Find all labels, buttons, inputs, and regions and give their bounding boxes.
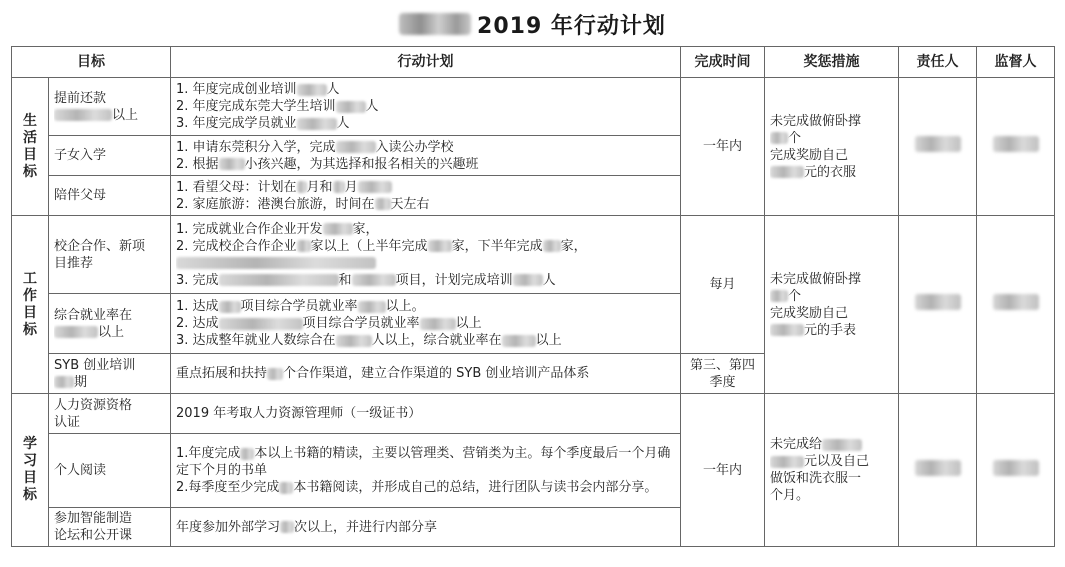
goal-cell: 提前还款 以上: [49, 78, 171, 136]
owner-cell: [899, 394, 977, 547]
header-time: 完成时间: [681, 47, 765, 78]
supervisor-cell: [977, 216, 1055, 394]
reward-cell: 未完成给 元以及自己 做饭和洗衣服一 个月。: [765, 394, 899, 547]
header-reward: 奖惩措施: [765, 47, 899, 78]
goal-cell: 人力资源资格 认证: [49, 394, 171, 434]
supervisor-cell: [977, 394, 1055, 547]
header-owner: 责任人: [899, 47, 977, 78]
owner-cell: [899, 78, 977, 216]
category-work: 工 作 目 标: [12, 216, 49, 394]
plan-cell: 1.年度完成 本以上书籍的精读，主要以管理类、营销类为主。每个季度最后一个月确定下个月的书单 2.每季度至少完成 本书籍阅读，并形成自己的总结，进行团队与读书会内部分享。: [171, 434, 681, 508]
reward-cell: 未完成做俯卧撑 个 完成奖励自己 元的衣服: [765, 78, 899, 216]
goal-cell: 参加智能制造 论坛和公开课: [49, 508, 171, 547]
redacted-name-mask: [399, 13, 471, 35]
header-row: [12, 47, 1055, 78]
table-row: [12, 78, 1055, 136]
reward-cell: 未完成做俯卧撑 个 完成奖励自己 元的手表: [765, 216, 899, 394]
time-cell: 每月: [681, 216, 765, 354]
category-study: 学 习 目 标: [12, 394, 49, 547]
goal-cell: 个人阅读: [49, 434, 171, 508]
goal-cell: 校企合作、新项 目推荐: [49, 216, 171, 294]
action-plan-table: [11, 46, 1055, 547]
plan-cell: 1. 看望父母：计划在 月和 月 2. 家庭旅游：港澳台旅游，时间在 天左右: [171, 176, 681, 216]
header-plan: 行动计划: [171, 47, 681, 78]
goal-cell: 子女入学: [49, 136, 171, 176]
time-cell: 一年内: [681, 78, 765, 216]
header-goal: 目标: [12, 47, 171, 78]
title-row: [0, 6, 1065, 42]
header-supervisor: 监督人: [977, 47, 1055, 78]
plan-cell: 2019 年考取人力资源管理师（一级证书）: [171, 394, 681, 434]
time-cell: 一年内: [681, 394, 765, 547]
time-cell: 第三、第四季度: [681, 354, 765, 394]
owner-cell: [899, 216, 977, 394]
plan-cell: 年度参加外部学习 次以上，并进行内部分享: [171, 508, 681, 547]
plan-cell: 1. 达成 项目综合学员就业率 以上。 2. 达成 项目综合学员就业率 以上 3. 达成整年就业人数综合在 人以上，综合就业率在 以上: [171, 294, 681, 354]
goal-cell: SYB 创业培训 期: [49, 354, 171, 394]
plan-cell: 1. 年度完成创业培训 人 2. 年度完成东莞大学生培训 人 3. 年度完成学员就业 人: [171, 78, 681, 136]
plan-cell: 重点拓展和扶持 个合作渠道，建立合作渠道的 SYB 创业培训产品体系: [171, 354, 681, 394]
category-life: 生 活 目 标: [12, 78, 49, 216]
page-title: 2019 年行动计划: [477, 13, 666, 39]
plan-cell: 1. 完成就业合作企业开发 家， 2. 完成校企合作企业 家以上（上半年完成 家，下半年完成 家， 3. 完成 和 项目，计划完成培训 人: [171, 216, 681, 294]
goal-cell: 综合就业率在 以上: [49, 294, 171, 354]
table-row: [12, 216, 1055, 294]
goal-cell: 陪伴父母: [49, 176, 171, 216]
plan-cell: 1. 申请东莞积分入学，完成 入读公办学校 2. 根据 小孩兴趣，为其选择和报名相关的兴趣班: [171, 136, 681, 176]
table-row: [12, 394, 1055, 434]
supervisor-cell: [977, 78, 1055, 216]
